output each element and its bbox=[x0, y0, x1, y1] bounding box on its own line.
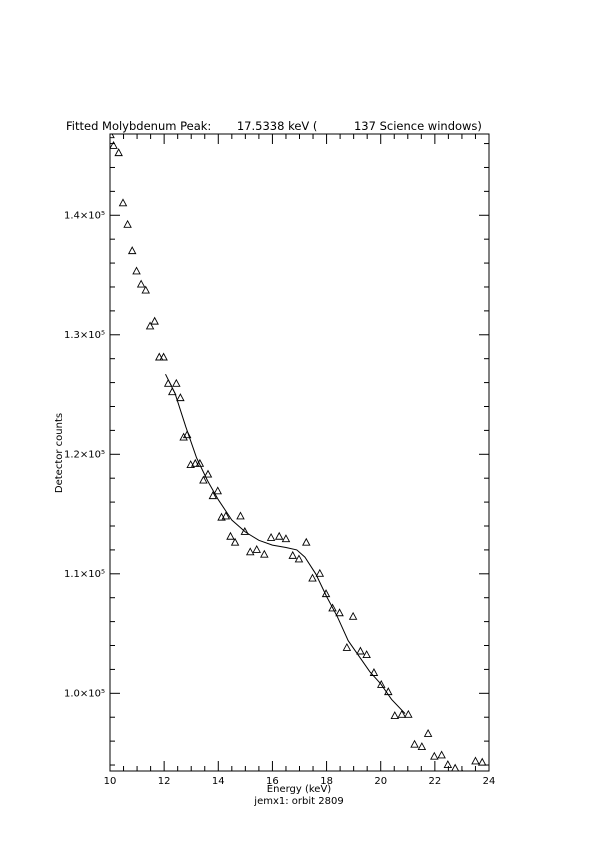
data-point bbox=[357, 647, 364, 654]
y-tick-label: 1.4×10⁵ bbox=[63, 210, 105, 222]
data-point bbox=[227, 533, 234, 540]
data-point bbox=[142, 287, 149, 294]
axes bbox=[64, 134, 495, 787]
x-tick-label: 24 bbox=[482, 776, 496, 787]
y-tick-label: 1.0×10⁵ bbox=[63, 688, 105, 700]
data-point bbox=[253, 546, 260, 553]
data-point bbox=[370, 669, 377, 676]
data-point bbox=[391, 712, 398, 719]
plot-frame bbox=[110, 134, 489, 771]
data-point bbox=[336, 609, 343, 616]
data-point bbox=[444, 761, 451, 768]
y-axis-label: Detector counts bbox=[54, 412, 65, 494]
chart-title: Fitted Molybdenum Peak: 17.5338 keV ( 137 Science windows) bbox=[66, 119, 482, 133]
data-point bbox=[247, 548, 254, 555]
x-tick-label: 22 bbox=[428, 776, 442, 787]
y-tick-label: 1.2×10⁵ bbox=[63, 449, 105, 461]
data-point bbox=[479, 759, 486, 766]
data-point bbox=[316, 570, 323, 577]
data-point bbox=[214, 487, 221, 494]
data-point bbox=[459, 771, 466, 778]
data-point bbox=[411, 741, 418, 748]
data-point bbox=[452, 765, 459, 772]
data-point bbox=[261, 551, 268, 558]
data-point bbox=[151, 318, 158, 325]
data-point bbox=[138, 281, 145, 288]
data-point bbox=[425, 730, 432, 737]
data-point bbox=[232, 539, 239, 546]
data-point bbox=[343, 644, 350, 651]
y-tick-label: 1.3×10⁵ bbox=[63, 329, 105, 341]
fit-curve bbox=[166, 374, 406, 713]
data-point bbox=[147, 322, 154, 329]
data-point bbox=[237, 512, 244, 519]
data-point bbox=[472, 757, 479, 764]
data-point bbox=[465, 777, 472, 784]
data-points bbox=[107, 131, 486, 783]
data-point bbox=[350, 613, 357, 620]
x-tick-label: 14 bbox=[211, 776, 225, 787]
data-point bbox=[289, 552, 296, 559]
data-point bbox=[405, 711, 412, 718]
data-point bbox=[133, 267, 140, 274]
x-tick-label: 12 bbox=[157, 776, 171, 787]
data-point bbox=[177, 394, 184, 401]
data-point bbox=[309, 575, 316, 582]
data-point bbox=[282, 535, 289, 542]
y-tick-label: 1.1×10⁵ bbox=[63, 568, 105, 580]
x-axis-label: Energy (keV) bbox=[266, 784, 332, 795]
data-point bbox=[124, 221, 131, 228]
footer-label: jemx1: orbit 2809 bbox=[254, 796, 344, 807]
data-point bbox=[303, 539, 310, 546]
x-tick-label: 18 bbox=[320, 776, 333, 787]
data-point bbox=[110, 142, 117, 149]
data-point bbox=[276, 533, 283, 540]
x-tick-label: 10 bbox=[103, 776, 117, 787]
data-point bbox=[268, 534, 275, 541]
x-tick-label: 16 bbox=[266, 776, 279, 787]
data-point bbox=[438, 751, 445, 758]
data-point bbox=[431, 753, 438, 760]
data-marks bbox=[107, 131, 486, 783]
data-point bbox=[115, 149, 122, 156]
data-point bbox=[173, 380, 180, 387]
data-point bbox=[129, 247, 136, 254]
data-point bbox=[119, 199, 126, 206]
data-point bbox=[398, 711, 405, 718]
x-tick-label: 20 bbox=[374, 776, 388, 787]
data-point bbox=[418, 743, 425, 750]
